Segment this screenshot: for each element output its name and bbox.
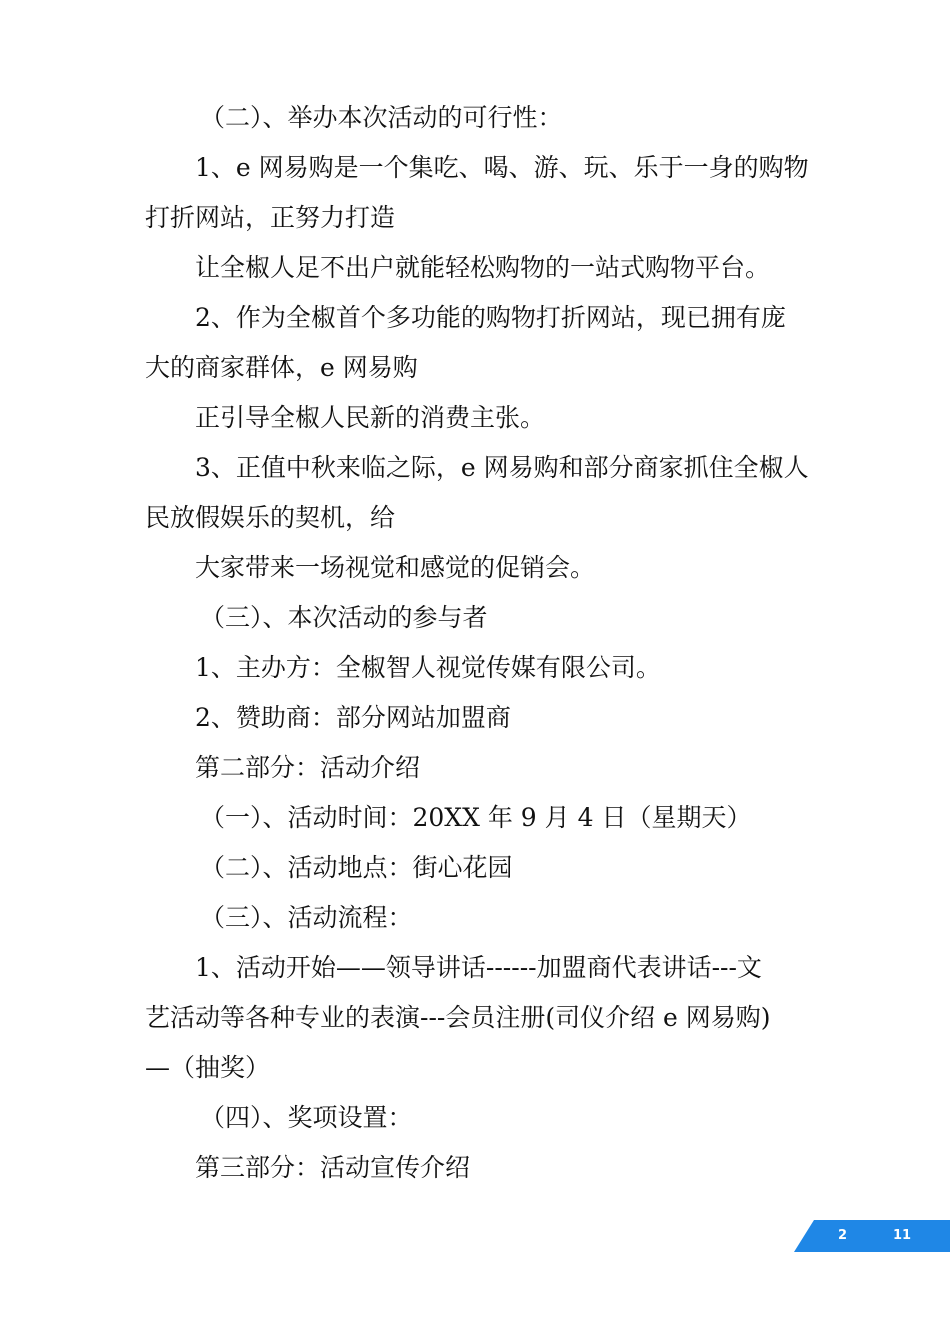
paragraph-line: 2、赞助商：部分网站加盟商 [195,703,511,732]
total-pages: 11 [893,1228,912,1243]
page-number-badge [794,1220,950,1252]
section-heading-location: （二）、活动地点：街心花园 [200,853,513,882]
paragraph-line: 1、活动开始——领导讲话------加盟商代表讲话---文 [195,953,762,982]
paragraph-line: 1、主办方：全椒智人视觉传媒有限公司。 [195,653,661,682]
paragraph-line: 让全椒人足不出户就能轻松购物的一站式购物平台。 [195,253,771,282]
paragraph-line: —（抽奖） [145,1053,271,1082]
section-heading-process: （三）、活动流程： [200,903,413,932]
part-heading-activity-intro: 第二部分：活动介绍 [195,753,421,782]
section-heading-awards: （四）、奖项设置： [200,1103,413,1132]
paragraph-line: 民放假娱乐的契机，给 [145,503,396,532]
page-number: 2 [838,1228,848,1243]
paragraph-line: 正引导全椒人民新的消费主张。 [195,403,546,432]
section-heading-participants: （三）、本次活动的参与者 [200,603,488,632]
paragraph-line: 1、e 网易购是一个集吃、喝、游、玩、乐于一身的购物 [195,153,809,182]
paragraph-line: 3、正值中秋来临之际，e 网易购和部分商家抓住全椒人 [195,453,809,482]
part-heading-promotion: 第三部分：活动宣传介绍 [195,1153,471,1182]
paragraph-line: 2、作为全椒首个多功能的购物打折网站，现已拥有庞 [195,303,786,332]
section-heading-feasibility: （二）、举办本次活动的可行性： [200,103,563,132]
section-heading-time: （一）、活动时间：20XX 年 9 月 4 日（星期天） [200,803,752,832]
paragraph-line: 大家带来一场视觉和感觉的促销会。 [195,553,596,582]
paragraph-line: 大的商家群体，e 网易购 [145,353,418,382]
paragraph-line: 打折网站，正努力打造 [145,203,396,232]
paragraph-line: 艺活动等各种专业的表演---会员注册(司仪介绍 e 网易购) [145,1003,771,1032]
